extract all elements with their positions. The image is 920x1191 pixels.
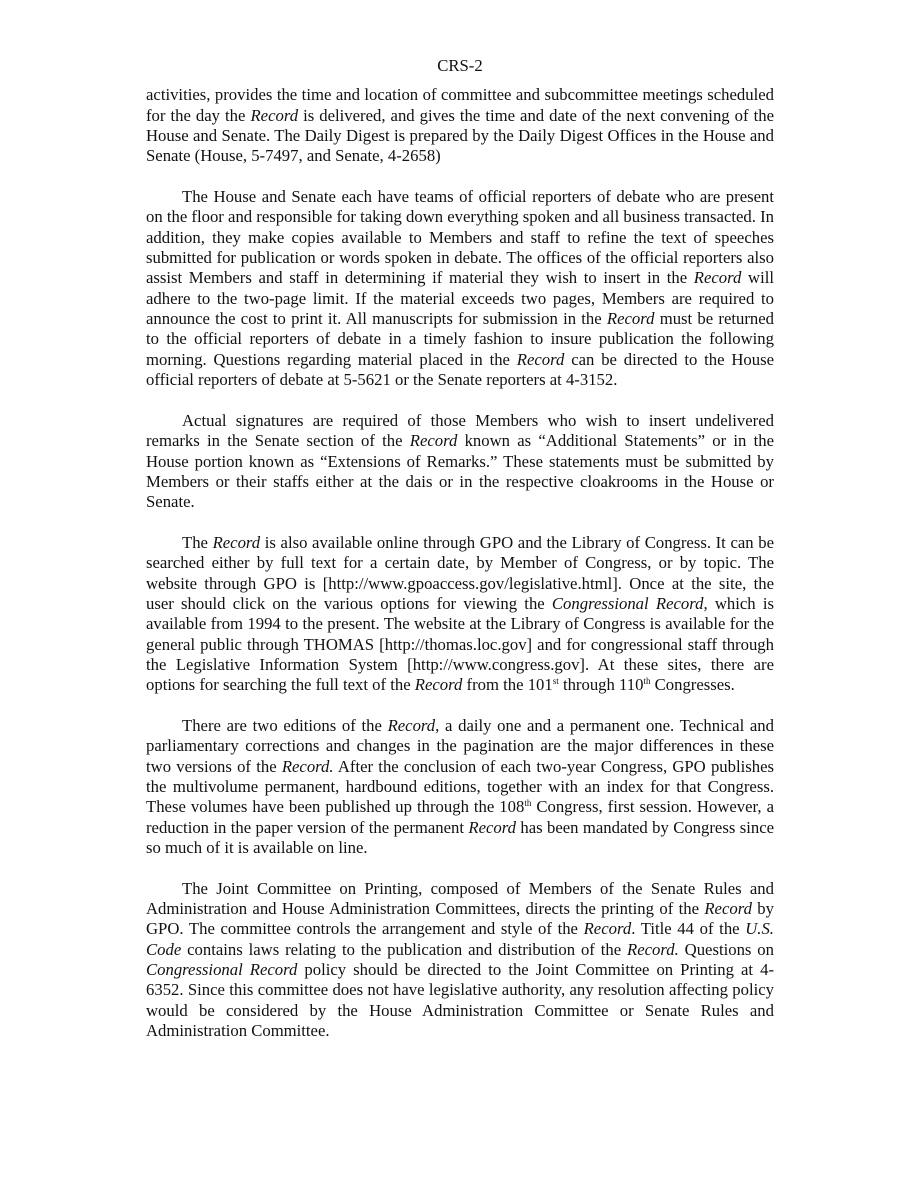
- text-segment: Questions on: [678, 939, 774, 959]
- text-segment: can be directed to the House official reporters of debate at 5-5621 or the Senate reporters at 4-3152.: [146, 349, 774, 390]
- italic-text: Record.: [627, 939, 679, 959]
- text-segment: must be returned to the official reporters of debate in a timely fashion to insure publication the following morning. Questions regarding material placed in the: [146, 309, 774, 369]
- text-segment: Congresses.: [650, 675, 735, 695]
- italic-text: Congressional Record: [146, 960, 298, 980]
- italic-text: Record: [516, 349, 565, 369]
- text-segment: from the 101: [462, 675, 553, 695]
- italic-text: Record: [704, 899, 752, 919]
- ordinal-suffix: th: [643, 676, 651, 687]
- text-segment: through 110: [558, 675, 644, 695]
- text-segment: There are two editions of the: [182, 716, 388, 735]
- italic-text: Record.: [281, 756, 334, 776]
- italic-text: Record: [468, 817, 516, 837]
- paragraph-two-editions: [146, 716, 774, 858]
- italic-text: Record: [693, 268, 742, 288]
- document-page: [146, 56, 774, 1062]
- text-segment: which is available from 1994 to the present. The website at the Library of Congress is available for the general public through THOMAS [http://thomas.loc.gov] and for congressional staff through the Legislative Information System [http://www.congress.gov]. At these sites, there are options for searching the full text of the: [146, 593, 774, 695]
- text-segment: The Joint Committee on Printing, composed of Members of the Senate Rules and Administration and House Administration Committees, directs the printing of the: [146, 878, 774, 919]
- text-segment: activities, provides the time and location of committee and subcommittee meetings scheduled for the day the: [146, 85, 774, 125]
- italic-text: U.S. Code: [146, 919, 774, 959]
- paragraph-actual-signatures: [146, 411, 774, 513]
- text-segment: After the conclusion of each two-year Congress, GPO publishes the multivolume permanent, hardbound editions, together with an index for that Congress. These volumes have been published up through the 108: [146, 756, 774, 817]
- text-segment: has been mandated by Congress since so much of it is available on line.: [146, 817, 775, 858]
- text-segment: known as “Additional Statements” or in the House portion known as “Extensions of Remarks.” These statements must be submitted by Members or their staffs either at the dais or in the respective cloakrooms in the House or Senate.: [146, 431, 774, 512]
- paragraph-joint-committee: [146, 879, 774, 1042]
- italic-text: Record: [250, 105, 299, 125]
- italic-text: Record: [409, 431, 458, 451]
- text-segment: . Title 44 of the: [631, 919, 746, 939]
- text-segment: Congress, first session. However, a reduction in the paper version of the permanent: [146, 797, 774, 837]
- text-segment: is delivered, and gives the time and date of the next convening of the House and Senate. The Daily Digest is prepared by the Daily Digest Offices in the House and Senate (House, 5-7497, and Senate, 4-2658): [146, 105, 774, 166]
- page-number: CRS-2: [437, 56, 483, 75]
- italic-text: Record: [583, 919, 632, 939]
- text-segment: Actual signatures are required of those Members who wish to insert undelivered remarks in the Senate section of the: [146, 410, 774, 451]
- italic-text: Record: [606, 309, 655, 329]
- ordinal-suffix: st: [552, 676, 559, 687]
- italic-text: Record: [212, 532, 261, 552]
- paragraph-daily-digest: [146, 85, 774, 166]
- text-segment: will adhere to the two-page limit. If the material exceeds two pages, Members are required to announce the cost to print it. All manuscripts for submission in the: [146, 268, 774, 329]
- ordinal-suffix: th: [524, 798, 532, 809]
- italic-text: Record: [414, 675, 463, 695]
- italic-text: Congressional Record,: [551, 593, 708, 613]
- text-segment: , a daily one and a permanent one. Technical and parliamentary corrections and changes in the pagination are the major differences in these two versions of the: [146, 716, 774, 776]
- text-segment: contains laws relating to the publication and distribution of the: [181, 939, 628, 959]
- text-segment: is also available online through GPO and the Library of Congress. It can be searched either by full text for a certain date, by Member of Congress, or by topic. The website through GPO is [http://www.gpoaccess.gov/legislative.html]. Once at the site, the user should click on the various options for viewing the: [146, 532, 774, 613]
- paragraph-official-reporters: [146, 187, 774, 390]
- text-segment: The: [182, 532, 213, 552]
- text-segment: policy should be directed to the Joint Committee on Printing at 4-6352. Since this committee does not have legislative authority, any resolution affecting policy would be considered by the House Administration Committee or Senate Rules and Administration Committee.: [146, 960, 774, 1041]
- text-segment: The House and Senate each have teams of official reporters of debate who are present on the floor and responsible for taking down everything spoken and all business transacted. In addition, they make copies available to Members and staff to refine the text of speeches submitted for publication or words spoken in debate. The offices of the official reporters also assist Members and staff in determining if material they wish to insert in the: [146, 187, 774, 288]
- paragraph-online-availability: [146, 533, 774, 696]
- text-segment: by GPO. The committee controls the arrangement and style of the: [146, 899, 774, 939]
- italic-text: Record: [387, 716, 436, 735]
